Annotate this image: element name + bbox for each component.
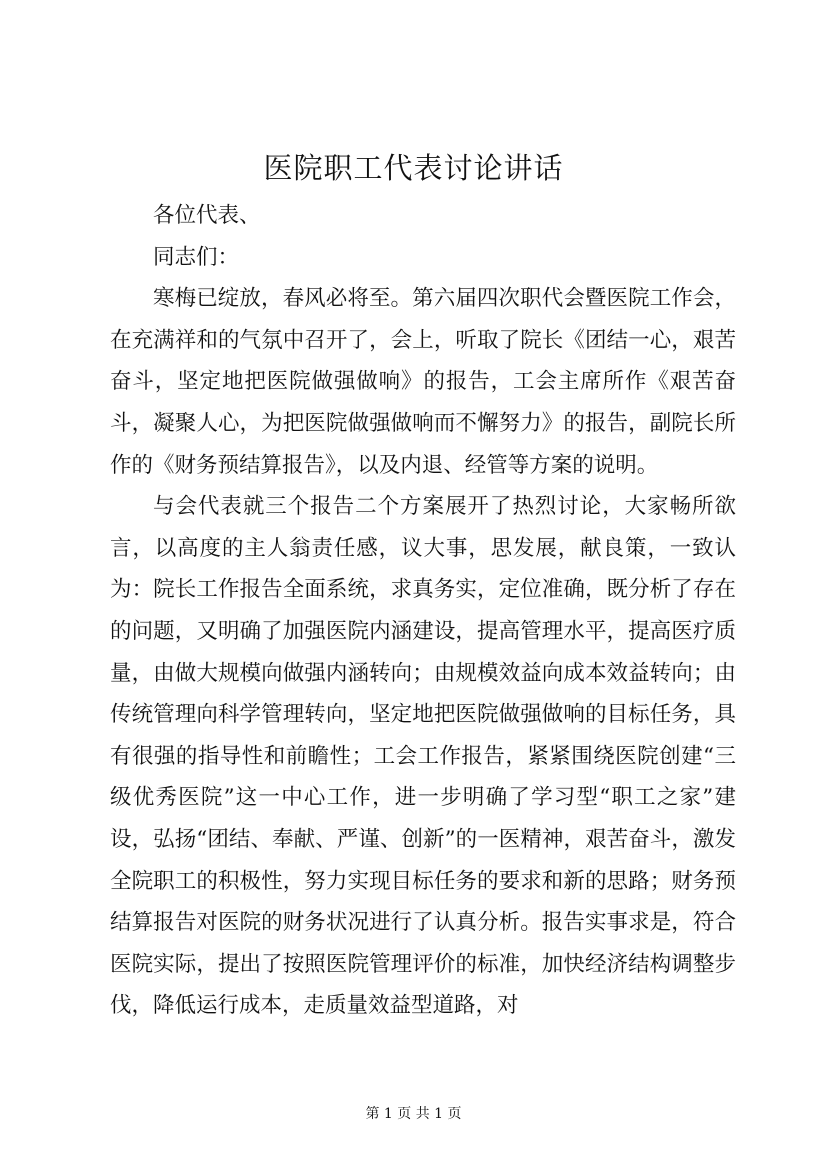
document-title: 医院职工代表讨论讲话 <box>263 151 564 185</box>
paragraph-2: 与会代表就三个报告二个方案展开了热烈讨论，大家畅所欲言，以高度的主人翁责任感，议大事，思发展，献良策，一致认为：院长工作报告全面系统，求真务实，定位准确，既分析了存在的问题，又明确了加强医院内涵建设，提高管理水平，提高医疗质量，由做大规模向做强内涵转向；由规模效益向成本效益转向；由传统管理向科学管理转向，坚定地把医院做强做响的目标任务，具有很强的指导性和前瞻性；工会工作报告，紧紧围绕医院创建“三级优秀医院”这一中心工作，进一步明确了学习型“职工之家”建设，弘扬“团结、奉献、严谨、创新”的一医精神，艰苦奋斗，激发全院职工的积极性，努力实现目标任务的要求和新的思路；财务预结算报告对医院的财务状况进行了认真分析。报告实事求是，符合医院实际，提出了按照医院管理评价的标准，加快经济结构调整步伐，降低运行成本，走质量效益型道路，对 <box>110 494 736 1019</box>
salutation-line-1: 各位代表、 <box>153 203 261 228</box>
paragraph-1: 寒梅已绽放，春风必将至。第六届四次职代会暨医院工作会，在充满祥和的气氛中召开了，会上，听取了院长《团结一心，艰苦奋斗，坚定地把医院做强做响》的报告，工会主席所作《艰苦奋斗，凝聚人心，为把医院做强做响而不懈努力》的报告，副院长所作的《财务预结算报告》，以及内退、经管等方案的说明。 <box>110 286 736 478</box>
salutation-line-2: 同志们： <box>153 244 240 270</box>
document-body <box>110 195 736 1027</box>
page-number-footer: 第 1 页 共 1 页 <box>365 1106 462 1122</box>
